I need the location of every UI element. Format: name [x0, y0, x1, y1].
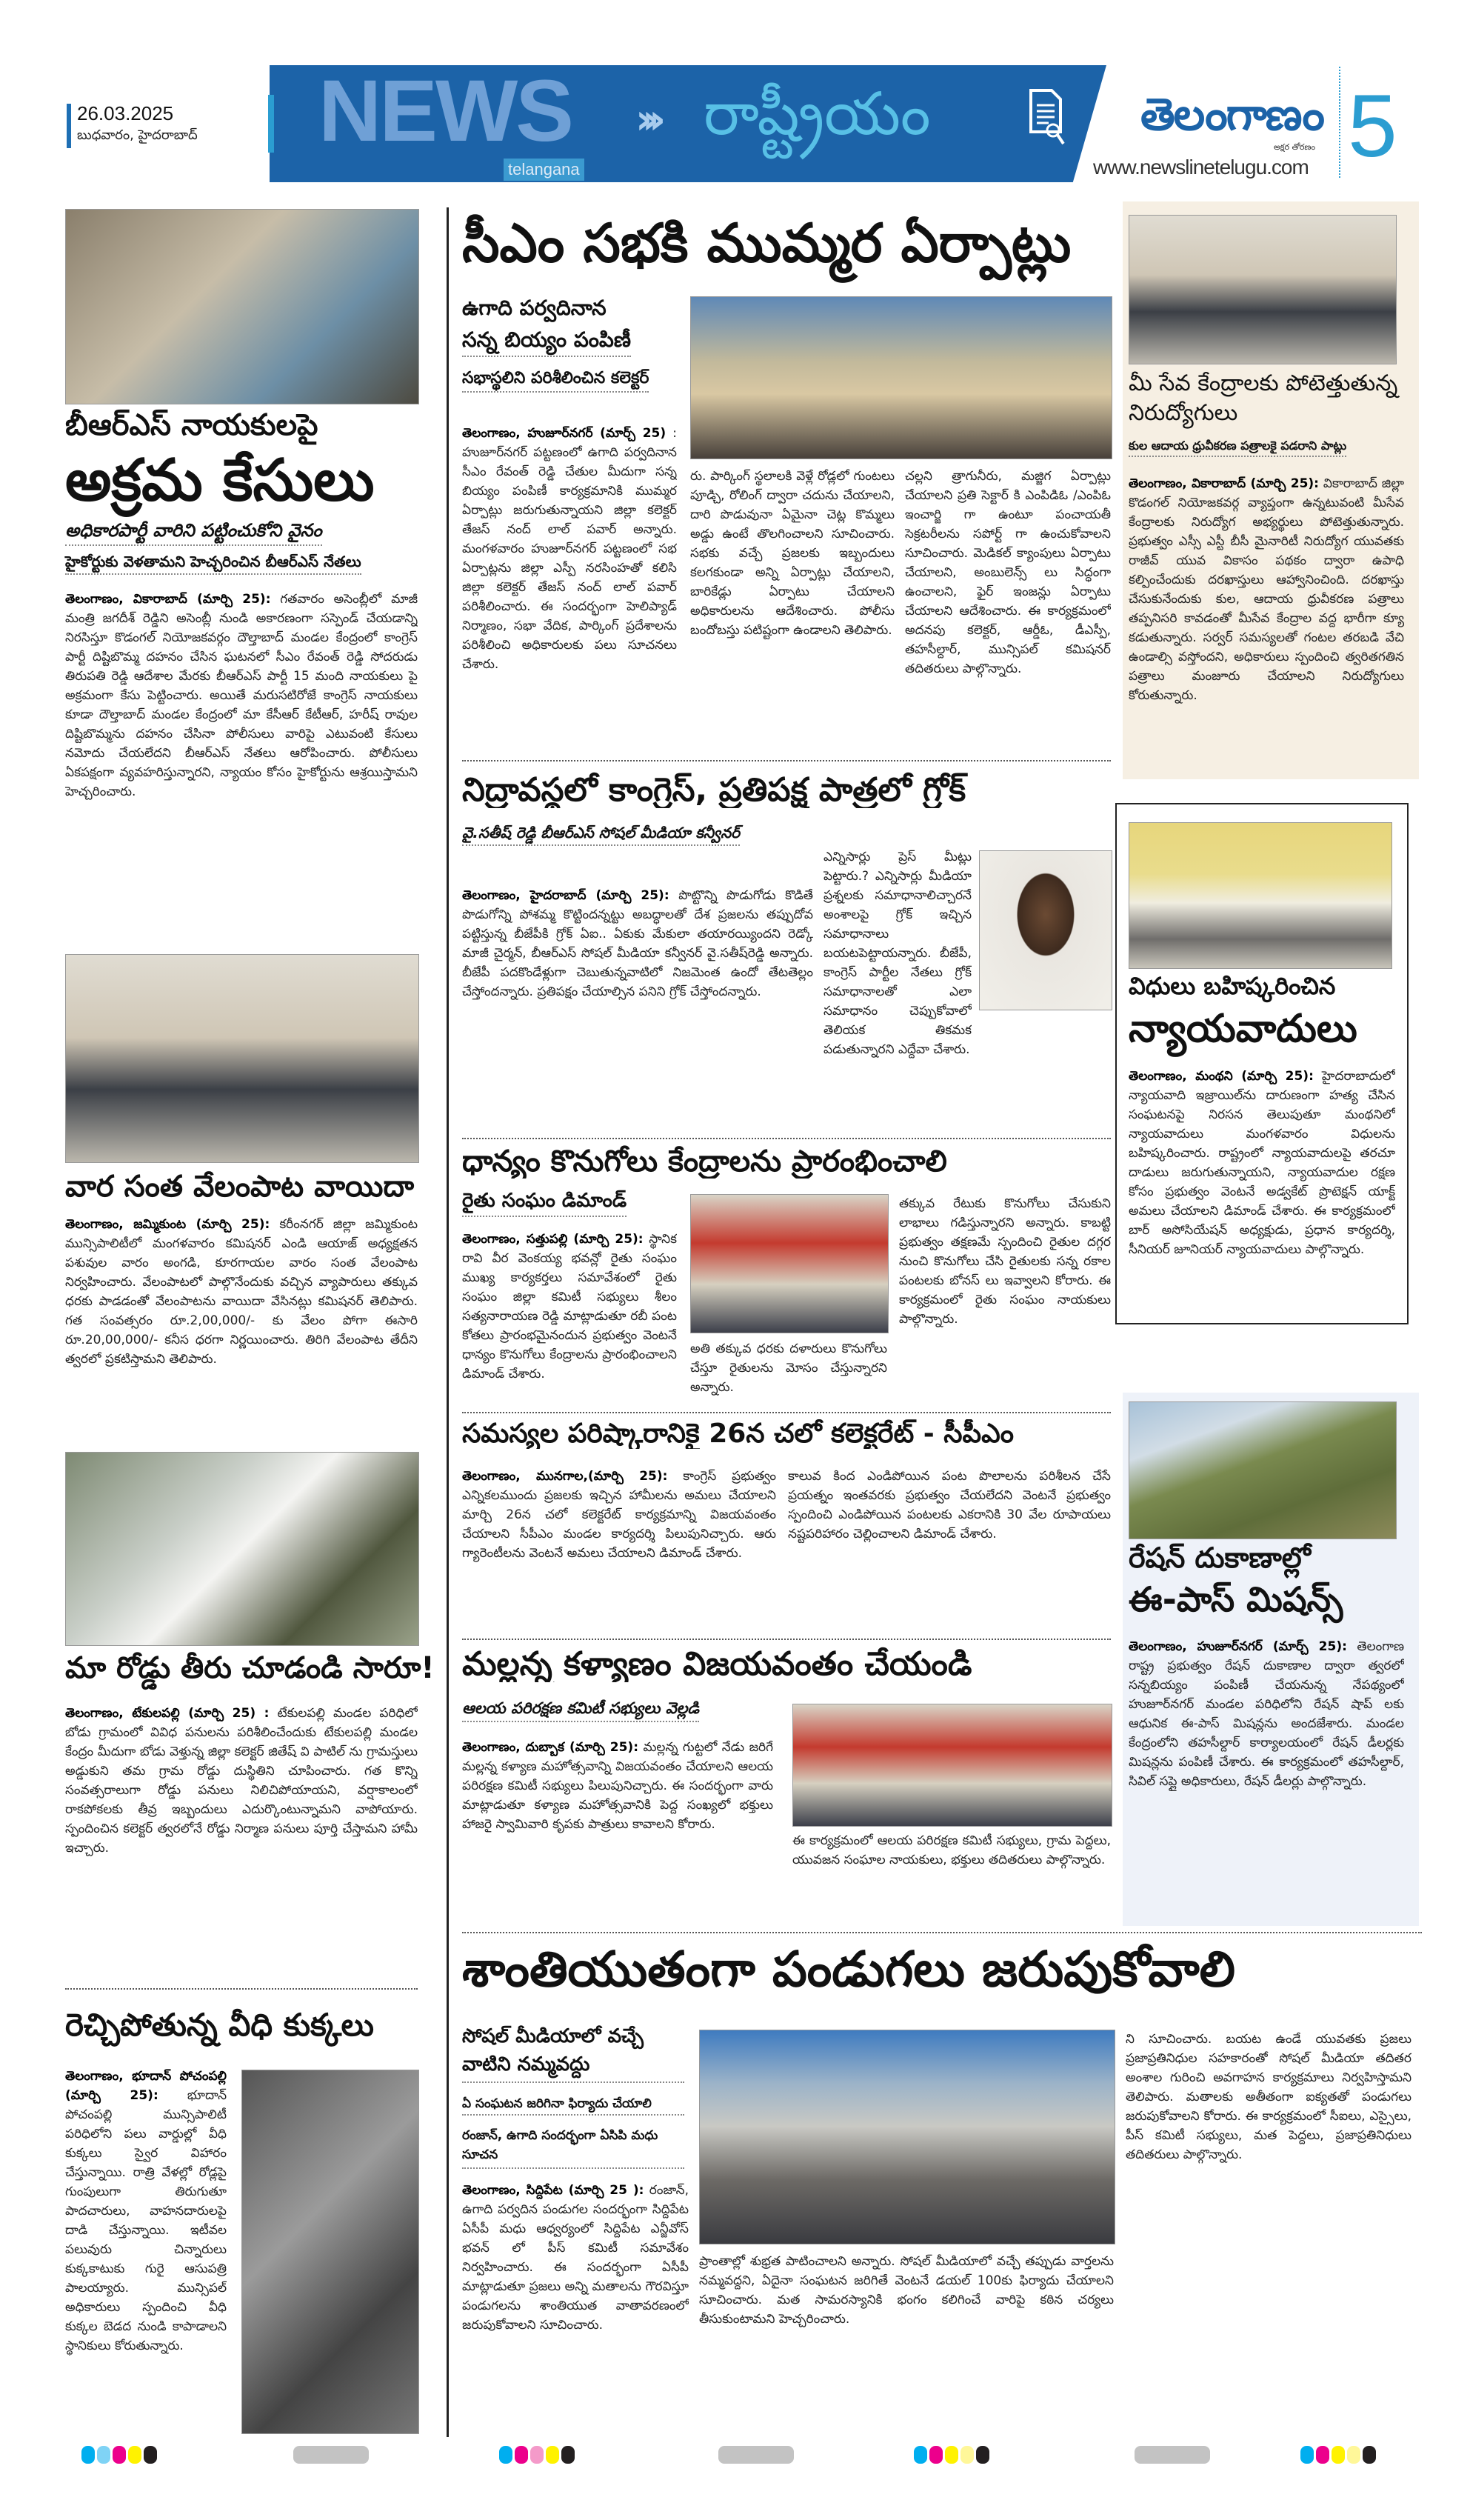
cm-body-3: చల్లని త్రాగునీరు, మజ్జిగ ఏర్పాట్లు చేయాలని ప్రతి సెక్టార్ కి ఎంపిడిఓ /ఎంపిఓ ఇంచార్జి గా ఉంటూ పంచాయతీ సెక్రటరీలను సపోర్ట్ గా ఉంచుకోవాలని సూచించారు. మెడికల్ క్యాంపులు ఏర్పాటు చేయాలని, అంబులెన్స్ లు సిద్ధంగా ఉంచాలని, ఫైర్ ఇంజన్లు ఏర్పాటు చేయాలని ఆదేశించారు. ఈ కార్యక్రమంలో అదనపు కలెక్టర్, ఆర్డీఓ, డీఎస్పీ, తహసీల్దార్, మున్సిపల్ కమిషనర్ తదితరులు పాల్గొన్నారు.	[905, 469, 1111, 676]
festivals-subhead-2: ఏ సంఘటన జరిగినా ఫిర్యాదు చేయాలి	[462, 2096, 684, 2116]
grok-text-1: పొట్టొన్ని పొడుగోడు కొడితే పొడుగోన్ని పోశమ్మ కొట్టిందన్నట్టు అబద్ధాలతో దేశ ప్రజలను తప్పుదోవ పట్టిస్తున్న బీజేపీకి గ్రోక్ ఏఐ.. ఏకుకు మేకులా తయారయ్యిందని రెడ్కో మాజీ చైర్మన్, బీఆర్ఎస్ సోషల్ మీడియా కన్వీనర్ వై.సతీష్‌రెడ్డి అన్నారు. బీజేపీ పదకొండేళ్లుగా చెబుతున్నవాటిలో నిజమెంత ఉందో తేటతెల్లం చేస్తోందన్నారు. ప్రతిపక్షం చేయాల్సిన పనిని గ్రోక్ చేస్తోందన్నారు.	[462, 888, 813, 999]
color-swatch	[1347, 2446, 1360, 2464]
festivals-body-2: ప్రాంతాల్లో శుభ్రత పాటించాలని అన్నారు. సోషల్ మీడియాలో వచ్చే తప్పుడు వార్తలను నమ్మవద్దని, ఏదైనా సంఘటన జరిగితే వెంటనే డయల్ 100కు ఫిర్యాదు చేయాలని సూచించారు. మత సామరస్యానికి భంగం కలిగించే వారిపై కఠిన చర్యలు తీసుకుంటామని హెచ్చరించారు.	[699, 2254, 1114, 2327]
grok-subhead: వై.సతీష్ రెడ్డి బీఆర్ఎస్ సోషల్ మీడియా కన్వీనర్	[462, 824, 740, 846]
grain-text-1: స్థానిక రావి వీర వెంకయ్య భవన్లో రైతు సంఘం ముఖ్య కార్యకర్తలు సమావేశంలో రైతు సంఘం జిల్లా కమిటీ సభ్యులు శీలం సత్యనారాయణ రెడ్డి మాట్లాడుతూ రబీ పంట కోతలు ప్రారంభమైనందున ప్రభుత్వం వెంటనే ధాన్యం కొనుగోలు కేంద్రాలను ప్రారంభించాలని డిమాండ్ చేశారు.	[462, 1232, 677, 1381]
divider	[462, 1412, 1111, 1413]
page-number: 5	[1348, 76, 1397, 176]
photo-farmers-union	[690, 1194, 889, 1333]
photo-stray-dog	[241, 2070, 419, 2434]
road-text: టేకులపల్లి మండల పరిధిలో బోడు గ్రామంలో వివిధ పనులను పరిశీలించేందుకు టేకులపల్లి మండల కేంద్రం మీదుగా బోడు వెళ్తున్న జిల్లా కలెక్టర్ జితేష్ వి పాటిల్ ను గ్రామస్తులు అడ్డుకుని తమ గ్రామ రోడ్డు దుస్థితిని చూపించారు. గత కొన్ని సంవత్సరాలుగా రోడ్డు పనులు నిలిచిపోయాయని, వర్షాకాలంలో రాకపోకలకు తీవ్ర ఇబ్బందులు ఎదుర్కొంటున్నామని వాపోయారు. స్పందించిన కలెక్టర్ త్వరలోనే రోడ్డు నిర్మాణ పనులు పూర్తి చేస్తామని హామీ ఇచ్చారు.	[65, 1706, 418, 1856]
cm-headline: సీఎం సభకి ముమ్మర ఏర్పాట్లు	[462, 212, 1072, 274]
grain-subhead: రైతు సంఘం డిమాండ్	[462, 1190, 627, 1217]
cm-dateline: తెలంగాణం, హుజూర్‌నగర్ (మార్చ్ 25)	[462, 426, 666, 441]
photo-epass-distribution	[1129, 1401, 1397, 1539]
chevrons-icon: ›››	[635, 96, 656, 144]
photo-road-villagers	[65, 1452, 419, 1646]
grey-registration-pill	[1135, 2446, 1210, 2464]
color-swatch	[515, 2446, 528, 2464]
meeseva-subhead: కుల ఆదాయ ధ్రువీకరణ పత్రాలకై పడరాని పాట్లు	[1129, 439, 1346, 457]
brs-dateline: తెలంగాణం, వికారాబాద్ (మార్చి 25):	[65, 592, 271, 607]
grok-body-1	[462, 886, 813, 1123]
photo-lawyers-protest	[1129, 822, 1392, 969]
meeseva-dateline: తెలంగాణం, వికారాబాద్ (మార్చి 25):	[1129, 476, 1319, 491]
masthead-tagline: అక్షర తోరణం	[1274, 142, 1316, 152]
festivals-body-1	[462, 2181, 689, 2433]
photo-satish-reddy	[979, 850, 1112, 1010]
epass-dateline: తెలంగాణం, హుజూర్‌నగర్ (మార్చ్ 25):	[1129, 1639, 1347, 1654]
epass-kicker: రేషన్ దుకాణాల్లో	[1129, 1541, 1311, 1574]
issue-date: 26.03.2025	[77, 102, 174, 124]
divider	[462, 1932, 1422, 1933]
festivals-headline: శాంతియుతంగా పండుగలు జరుపుకోవాలి	[462, 1942, 1236, 1997]
color-swatch	[97, 2446, 110, 2464]
festivals-text-1: రంజాన్, ఉగాది పర్వదిన పండుగల సందర్భంగా సిద్దిపేట ఏసీపీ మధు ఆధ్వర్యంలో సిద్దిపేట ఎన్జీవోస్ భవన్ లో పీస్ కమిటీ సమావేశం నిర్వహించారు. ఈ సందర్భంగా ఏసీపీ మాట్లాడుతూ ప్రజలు అన్ని మతాలను గౌరవిస్తూ పండుగలను శాంతియుత వాతావరణంలో జరుపుకోవాలని సూచించారు.	[462, 2183, 689, 2333]
banner-edge	[268, 95, 274, 153]
mallanna-body-2: ఈ కార్యక్రమంలో ఆలయ పరిరక్షణ కమిటీ సభ్యులు, గ్రామ పెద్దలు, యువజన సంఘాల నాయకులు, భక్తులు తదితరులు పాల్గొన్నారు.	[792, 1833, 1111, 1867]
grok-headline: నిద్రావస్థలో కాంగ్రెస్, ప్రతిపక్ష పాత్రలో గ్రోక్	[462, 772, 966, 809]
meeseva-headline: మీ సేవ కేంద్రాలకు పోటెత్తుతున్న నిరుద్యోగులు	[1129, 370, 1398, 426]
road-headline: మా రోడ్డు తీరు చూడండి సారూ!	[65, 1651, 435, 1685]
photo-collector-inspection	[690, 296, 1112, 459]
dogs-dateline: తెలంగాణం, భూదాన్ పోచంపల్లి (మార్చి 25):	[65, 2069, 227, 2103]
color-swatch	[976, 2446, 989, 2464]
color-swatch	[561, 2446, 575, 2464]
cm-subhead-3: సభాస్థలిని పరిశీలించిన కలెక్టర్	[462, 369, 649, 393]
brs-subhead-1: అధికారపార్టీ వారిని పట్టించుకోని వైనం	[65, 520, 322, 546]
cpm-headline: సమస్యల పరిష్కారానికై 26న చలో కలెక్టరేట్ - సీపీఎం	[462, 1419, 1015, 1449]
grain-body-1	[462, 1230, 677, 1400]
grain-headline: ధాన్యం కొనుగోలు కేంద్రాలను ప్రారంభించాలి	[462, 1145, 947, 1179]
festivals-body-3: ని సూచించారు. బయట ఉండే యువతకు ప్రజలు ప్రజాప్రతినిధుల సహకారంతో సోషల్ మీడియా తదితర అంశాల గురించి అవగాహన కార్యక్రమాలు నిర్వహిస్తామని తెలిపారు. మతాలకు అతీతంగా ఐక్యతతో పండుగలు జరుపుకోవాలని కోరారు. ఈ కార్యక్రమంలో సీఐలు, ఎస్సైలు, పీస్ కమిటీ సభ్యులు, మత పెద్దలు, ప్రజాప్రతినిధులు తదితరులు పాల్గొన్నారు.	[1126, 2032, 1411, 2162]
dogs-body	[65, 2067, 227, 2433]
grey-registration-pill	[718, 2446, 794, 2464]
dogs-text: భూదాన్ పోచంపల్లి మున్సిపాలిటీ పరిధిలోని పలు వార్డుల్లో వీధి కుక్కలు స్వైర విహారం చేస్తున్నాయి. రాత్రి వేళల్లో రోడ్లపై గుంపులుగా తిరుగుతూ పాదచారులు, వాహనదారులపై దాడి చేస్తున్నాయి. ఇటీవల పలువురు చిన్నారులు కుక్కకాటుకు గురై ఆసుపత్రి పాలయ్యారు. మున్సిపల్ అధికారులు స్పందించి వీధి కుక్కల బెడద నుండి కాపాడాలని స్థానికులు కోరుతున్నారు.	[65, 2088, 227, 2353]
meeseva-body	[1129, 474, 1404, 763]
cm-body-2: రు. పార్కింగ్ స్థలాలకి వెళ్లే రోడ్లలో గుంటలు పూడ్చి, రోలింగ్ ద్వారా చదును చేయాలని, దారి పొడువునా ఏమైనా చెట్ల కొమ్మలు అడ్డు ఉంటే తొలగించాలని సూచించారు. సభకు వచ్చే ప్రజలకు ఇబ్బందులు కలగకుండా అన్ని ఏర్పాట్లు చేయాలని, బారికేడ్లు ఏర్పాటు చేయాలని అధికారులను ఆదేశించారు. పోలీసు బందోబస్తు పటిష్టంగా ఉండాలని తెలిపారు.	[690, 469, 895, 638]
color-swatch	[81, 2446, 95, 2464]
divider	[65, 1988, 418, 1990]
brs-subhead-2: హైకోర్టుకు వెళతామని హెచ్చరించిన బీఆర్ఎస్ నేతలు	[65, 553, 361, 575]
festivals-subhead-1: సోషల్ మీడియాలో వచ్చే వాటిని నమ్మవద్దు	[462, 2022, 684, 2083]
mallanna-subhead: ఆలయ పరిరక్షణ కమిటీ సభ్యులు వెల్లడి	[462, 1699, 699, 1722]
grok-body-2: ఎన్నిసార్లు ప్రెస్ మీట్లు పెట్టారు.? ఎన్నిసార్లు మీడియా ప్రశ్నలకు సమాధానాలిచ్చారనే అంశాలపై గ్రోక్ ఇచ్చిన సమాధానాలు బయటపెట్టాయన్నారు. బీజేపీ, కాంగ్రెస్ పార్టీల నేతలు గ్రోక్ సమాధానాలతో ఎలా సమాధానం చెప్పుకోవాలో తెలియక తికమక పడుతున్నారని ఎద్దేవా చేశారు.	[823, 850, 972, 1057]
mallanna-headline: మల్లన్న కళ్యాణం విజయవంతం చేయండి	[462, 1646, 972, 1683]
grain-body-2: అతి తక్కువ ధరకు దళారులు కొనుగోలు చేస్తూ రైతులను మోసం చేస్తున్నారని అన్నారు.	[690, 1341, 887, 1395]
epass-body	[1129, 1637, 1404, 1911]
photo-auction	[65, 954, 419, 1163]
cm-subhead-2: సన్న బియ్యం పంపిణీ	[462, 327, 631, 357]
divider	[462, 760, 1111, 761]
registration-mark-4	[1300, 2446, 1376, 2464]
brs-text: గతవారం అసెంబ్లీలో మాజీ మంత్రి జగదీశ్ రెడ్డిని అసెంబ్లీ నుండి అకారణంగా సస్పెండ్ చేయడాన్ని నిరసిస్తూ కొడంగల్ నియోజకవర్గం దౌల్తాబాద్ మండల కేంద్రంలో కాంగ్రెస్ పార్టీ దిష్టిబొమ్మ దహనం చేసిన ఘటనలో సీఎం రేవంత్ రెడ్డి సోదరుడు తిరుపతి రెడ్డి ఆదేశాల మేరకు బీఆర్ఎస్ పార్టీ 15 మంది నాయకులు పై అక్రమంగా కేసు పెట్టించారు. అయితే మరుసటిరోజే కాంగ్రెస్ నాయకులు కూడా దౌల్తాబాద్ మండల కేంద్రంలో మా కేసీఆర్ కేటీఆర్, హరీష్ రావుల దిష్టిబొమ్మను దహనం చేసినా పోలీసులు వారిపై ఎటువంటి కేసులు నమోదు చేయలేదని బీఆర్ఎస్ నేతలు ఆరోపించారు. పోలీసులు ఏకపక్షంగా వ్యవహరిస్తున్నారని, న్యాయం కోసం హైకోర్టును ఆశ్రయిస్తామని హెచ్చరించారు.	[65, 592, 418, 799]
grain-body-3: తక్కువ రేటుకు కొనుగోలు చేసుకుని లాభాలు గడిస్తున్నారని అన్నారు. కాబట్టి ప్రభుత్వం తక్షణమే స్పందించి రైతుల దగ్గర నుంచి కొనుగోలు చేసి రైతులకు సన్న రకాల పంటలకు బోనస్ లు ఇవ్వాలని కోరారు. ఈ కార్యక్రమంలో రైతు సంఘం నాయకులు పాల్గొన్నారు.	[899, 1196, 1111, 1327]
color-swatch	[960, 2446, 974, 2464]
header-divider	[1339, 67, 1341, 178]
lawyers-kicker: విధులు బహిష్కరించిన	[1129, 972, 1336, 1000]
divider	[462, 1639, 1111, 1640]
color-swatch	[1332, 2446, 1345, 2464]
section-tag: telangana	[504, 159, 584, 181]
website-link[interactable]: www.newslinetelugu.com	[1093, 156, 1309, 179]
registration-mark-2	[499, 2446, 575, 2464]
epass-headline: ఈ-పాస్ మిషన్స్	[1129, 1579, 1343, 1619]
dogs-headline: రెచ్చిపోతున్న వీధి కుక్కలు	[65, 2007, 374, 2043]
road-body	[65, 1704, 418, 1973]
color-swatch	[945, 2446, 958, 2464]
festivals-subhead-3: రంజాన్, ఉగాది సందర్భంగా ఏసిపి మధు సూచన	[462, 2126, 684, 2169]
issue-day-city: బుధవారం, హైదరాబాద్	[77, 127, 198, 143]
photo-temple-committee	[792, 1704, 1112, 1827]
column-rule-left	[447, 207, 449, 2437]
brs-body	[65, 590, 418, 879]
color-swatch	[914, 2446, 927, 2464]
color-swatch	[144, 2446, 157, 2464]
section-news-label: NEWS	[318, 67, 572, 156]
cpm-text-1: కాంగ్రెస్ ప్రభుత్వం ఎన్నికలముందు ప్రజలకు ఇచ్చిన హామీలను అమలు చేయాలని మార్చి 26న చలో కలెక్టరేట్ కార్యక్రమాన్ని విజయవంతం చేయాలని సీపీఎం మండల కార్యదర్శి పిలుపునిచ్చారు. ఆరు గ్యారెంటీలను వెంటనే అమలు చేయాలని డిమాండ్ చేశారు.	[462, 1469, 776, 1561]
cm-subhead-1: ఉగాది పర్వదినాన	[462, 296, 607, 320]
color-swatch	[929, 2446, 943, 2464]
grok-dateline: తెలంగాణం, హైదరాబాద్ (మార్చి 25):	[462, 888, 669, 903]
lawyers-headline: న్యాయవాదులు	[1129, 1007, 1357, 1051]
photo-peace-committee	[699, 2030, 1115, 2244]
epass-text: తెలంగాణ రాష్ట్ర ప్రభుత్వం రేషన్ దుకాణాల ద్వారా త్వరలో సన్నబియ్యం పంపిణీ చేయనున్న నేపథ్యంలో హుజూర్‌నగర్ మండల పరిధిలోని రేషన్ షాప్ లకు ఆధునిక ఈ-పాస్ మిషన్లను అందజేశారు. మండల కేంద్రంలోని తహసీల్దార్ కార్యాలయంలో రేషన్ డీలర్లకు మిషన్లను పంపిణీ చేశారు. ఈ కార్యక్రమంలో తహసీల్దార్, సివిల్ సప్లై అధికారులు, రేషన్ డీలర్లు పాల్గొన్నారు.	[1129, 1639, 1404, 1789]
road-dateline: తెలంగాణం, టేకులపల్లి (మార్చి 25) :	[65, 1706, 270, 1721]
photo-meeseva-center	[1129, 215, 1397, 364]
color-swatch	[1363, 2446, 1376, 2464]
cm-body-1	[462, 424, 677, 742]
cpm-dateline: తెలంగాణం, మునగాల,(మార్చి 25):	[462, 1469, 668, 1484]
photo-brs-leaders	[65, 209, 419, 404]
lawyers-body	[1129, 1067, 1395, 1311]
festivals-dateline: తెలంగాణం, సిద్దిపేట (మార్చి 25 ):	[462, 2183, 644, 2198]
cpm-body-2: కాలువ కింద ఎండిపోయిన పంట పొలాలను పరిశీలన చేసే ప్రయత్నం ఇంతవరకు ప్రభుత్వం చేయలేదని వెంటనే ప్రభుత్వం స్పందించి ఎండిపోయిన పంటలకు ఎకరానికి 30 వేల రూపాయలు నష్టపరిహారం చెల్లించాలని డిమాండ్ చేశారు.	[788, 1469, 1111, 1541]
meeseva-text: వికారాబాద్ జిల్లా కొడంగల్ నియోజకవర్గ వ్యాప్తంగా ఉన్నటువంటి మీసేవ కేంద్రాలకు నిరుద్యోగ అభ్యర్థులు పోటెత్తుతున్నారు. ప్రభుత్వం ఎస్సీ ఎస్టీ బీసీ మైనారిటీ నిరుద్యోగ యువతకు రాజీవ్ యువ వికాసం పథకం ద్వారా ఉపాధి కల్పించేందుకు దరఖాస్తులు ఆహ్వానించింది. దరఖాస్తు చేసుకునేందుకు కుల, ఆదాయ ధ్రువీకరణ పత్రాలు తప్పనిసరి కావడంతో మీసేవ కేంద్రాల వద్ద భారీగా క్యూ కడుతున్నారు. సర్వర్ సమస్యలతో గంటల తరబడి వేచి ఉండాల్సి వస్తోందని, అధికారులు స్పందించి త్వరితగతిన పత్రాలు మంజూరు చేయాలని నిరుద్యోగులు కోరుతున్నారు.	[1129, 476, 1404, 703]
color-swatch	[113, 2446, 126, 2464]
mallanna-body-1	[462, 1738, 773, 1911]
lawyers-text: హైదరాబాదులో న్యాయవాది ఇజ్రాయిల్‌ను దారుణంగా హత్య చేసిన సంఘటనపై నిరసన తెలుపుతూ మంథనిలో న్యాయవాదులు మంగళవారం విధులను బహిష్కరించారు. రాష్ట్రంలో న్యాయవాదులపై తరచూ దాడులు జరుగుతున్నాయని, న్యాయవాదుల రక్షణ కోసం ప్రభుత్వం వెంటనే అడ్వకేట్ ప్రొటెక్షన్ యాక్ట్ అమలు చేయాలని డిమాండ్ చేశారు. ఈ కార్యక్రమంలో బార్ అసోసియేషన్ అధ్యక్షుడు, ప్రధాన కార్యదర్శి, సీనియర్ జూనియర్ న్యాయవాదులు పాల్గొన్నారు.	[1129, 1069, 1395, 1257]
document-search-icon	[1028, 87, 1065, 147]
color-swatch	[128, 2446, 141, 2464]
divider	[462, 1138, 1111, 1139]
market-headline: వార సంత వేలంపాట వాయిదా	[65, 1170, 415, 1204]
brs-headline: అక్రమ కేసులు	[65, 447, 375, 514]
market-dateline: తెలంగాణం, జమ్మికుంట (మార్చి 25):	[65, 1217, 270, 1232]
registration-mark-1	[81, 2446, 157, 2464]
registration-mark-3	[914, 2446, 989, 2464]
masthead-logo: తెలంగాణం	[1140, 89, 1323, 141]
market-body	[65, 1215, 418, 1422]
cpm-body-1	[462, 1467, 776, 1622]
mallanna-text-1: మల్లన్న గుట్టలో నేడు జరిగే మల్లన్న కళ్యాణ మహోత్సవాన్ని విజయవంతం చేయాలని ఆలయ పరిరక్షణ కమిటీ సభ్యులు పిలుపునిచ్చారు. ఈ సందర్భంగా వారు మాట్లాడుతూ కళ్యాణ మహోత్సవానికి పెద్ద సంఖ్యలో భక్తులు హాజరై స్వామివారి కృపకు పాత్రులు కావాలని కోరారు.	[462, 1740, 773, 1832]
brs-kicker: బీఆర్ఎస్ నాయకులపై	[65, 408, 318, 442]
section-title: రాష్ట్రీయం	[704, 79, 931, 148]
color-swatch	[530, 2446, 544, 2464]
cm-text-1: : హుజూర్‌నగర్ పట్టణంలో ఉగాది పర్వదినాన సీఎం రేవంత్ రెడ్డి చేతుల మీదుగా సన్న బియ్యం పంపిణీ కార్యక్రమానికి ముమ్మర ఏర్పాట్లు జరుగుతున్నాయని జిల్లా కలెక్టర్ తేజస్ నంద్ లాల్ పవార్ అన్నారు. మంగళవారం హుజూర్‌నగర్ పట్టణంలో సభ ఏర్పాట్లను జిల్లా ఎస్పీ నరసింహతో కలిసి జిల్లా కలెక్టర్ తేజస్ నంద్ లాల్ పవార్ పరిశీలించారు. ఈ సందర్భంగా హెలిప్యాడ్ నిర్మాణం, సభా వేదిక, పార్కింగ్ ప్రదేశాలను పరిశీలించి అధికారులకు పలు సూచనలు చేశారు.	[462, 426, 677, 672]
grey-registration-pill	[293, 2446, 369, 2464]
date-accent-bar	[67, 104, 71, 148]
color-swatch	[546, 2446, 559, 2464]
color-swatch	[1300, 2446, 1314, 2464]
grain-dateline: తెలంగాణం, సత్తుపల్లి (మార్చి 25):	[462, 1232, 644, 1247]
lawyers-dateline: తెలంగాణం, మంథని (మార్చి 25):	[1129, 1069, 1314, 1084]
color-swatch	[499, 2446, 512, 2464]
mallanna-dateline: తెలంగాణం, దుబ్బాక (మార్చి 25):	[462, 1740, 638, 1755]
market-text: కరీంనగర్ జిల్లా జమ్మికుంట మున్సిపాలిటీలో మంగళవారం కమిషనర్ ఎండి ఆయాజ్ అధ్యక్షతన పశువుల వారం అంగడి, కూరగాయల వారం సంత వేలంపాట నిర్వహించారు. వేలంపాటలో పాల్గొనేందుకు వచ్చిన వ్యాపారులు తక్కువ ధరకు పాడడంతో వేలంపాటను వాయిదా వేసినట్లు కమిషనర్ తెలిపారు. గత సంవత్సరం రూ.2,00,000/- కు వేలం పోగా ఈసారి రూ.20,00,000/- కనీస ధరగా నిర్ణయించారు. తిరిగి వేలంపాట తేదీని త్వరలో ప్రకటిస్తామని తెలిపారు.	[65, 1217, 418, 1367]
color-swatch	[1316, 2446, 1329, 2464]
